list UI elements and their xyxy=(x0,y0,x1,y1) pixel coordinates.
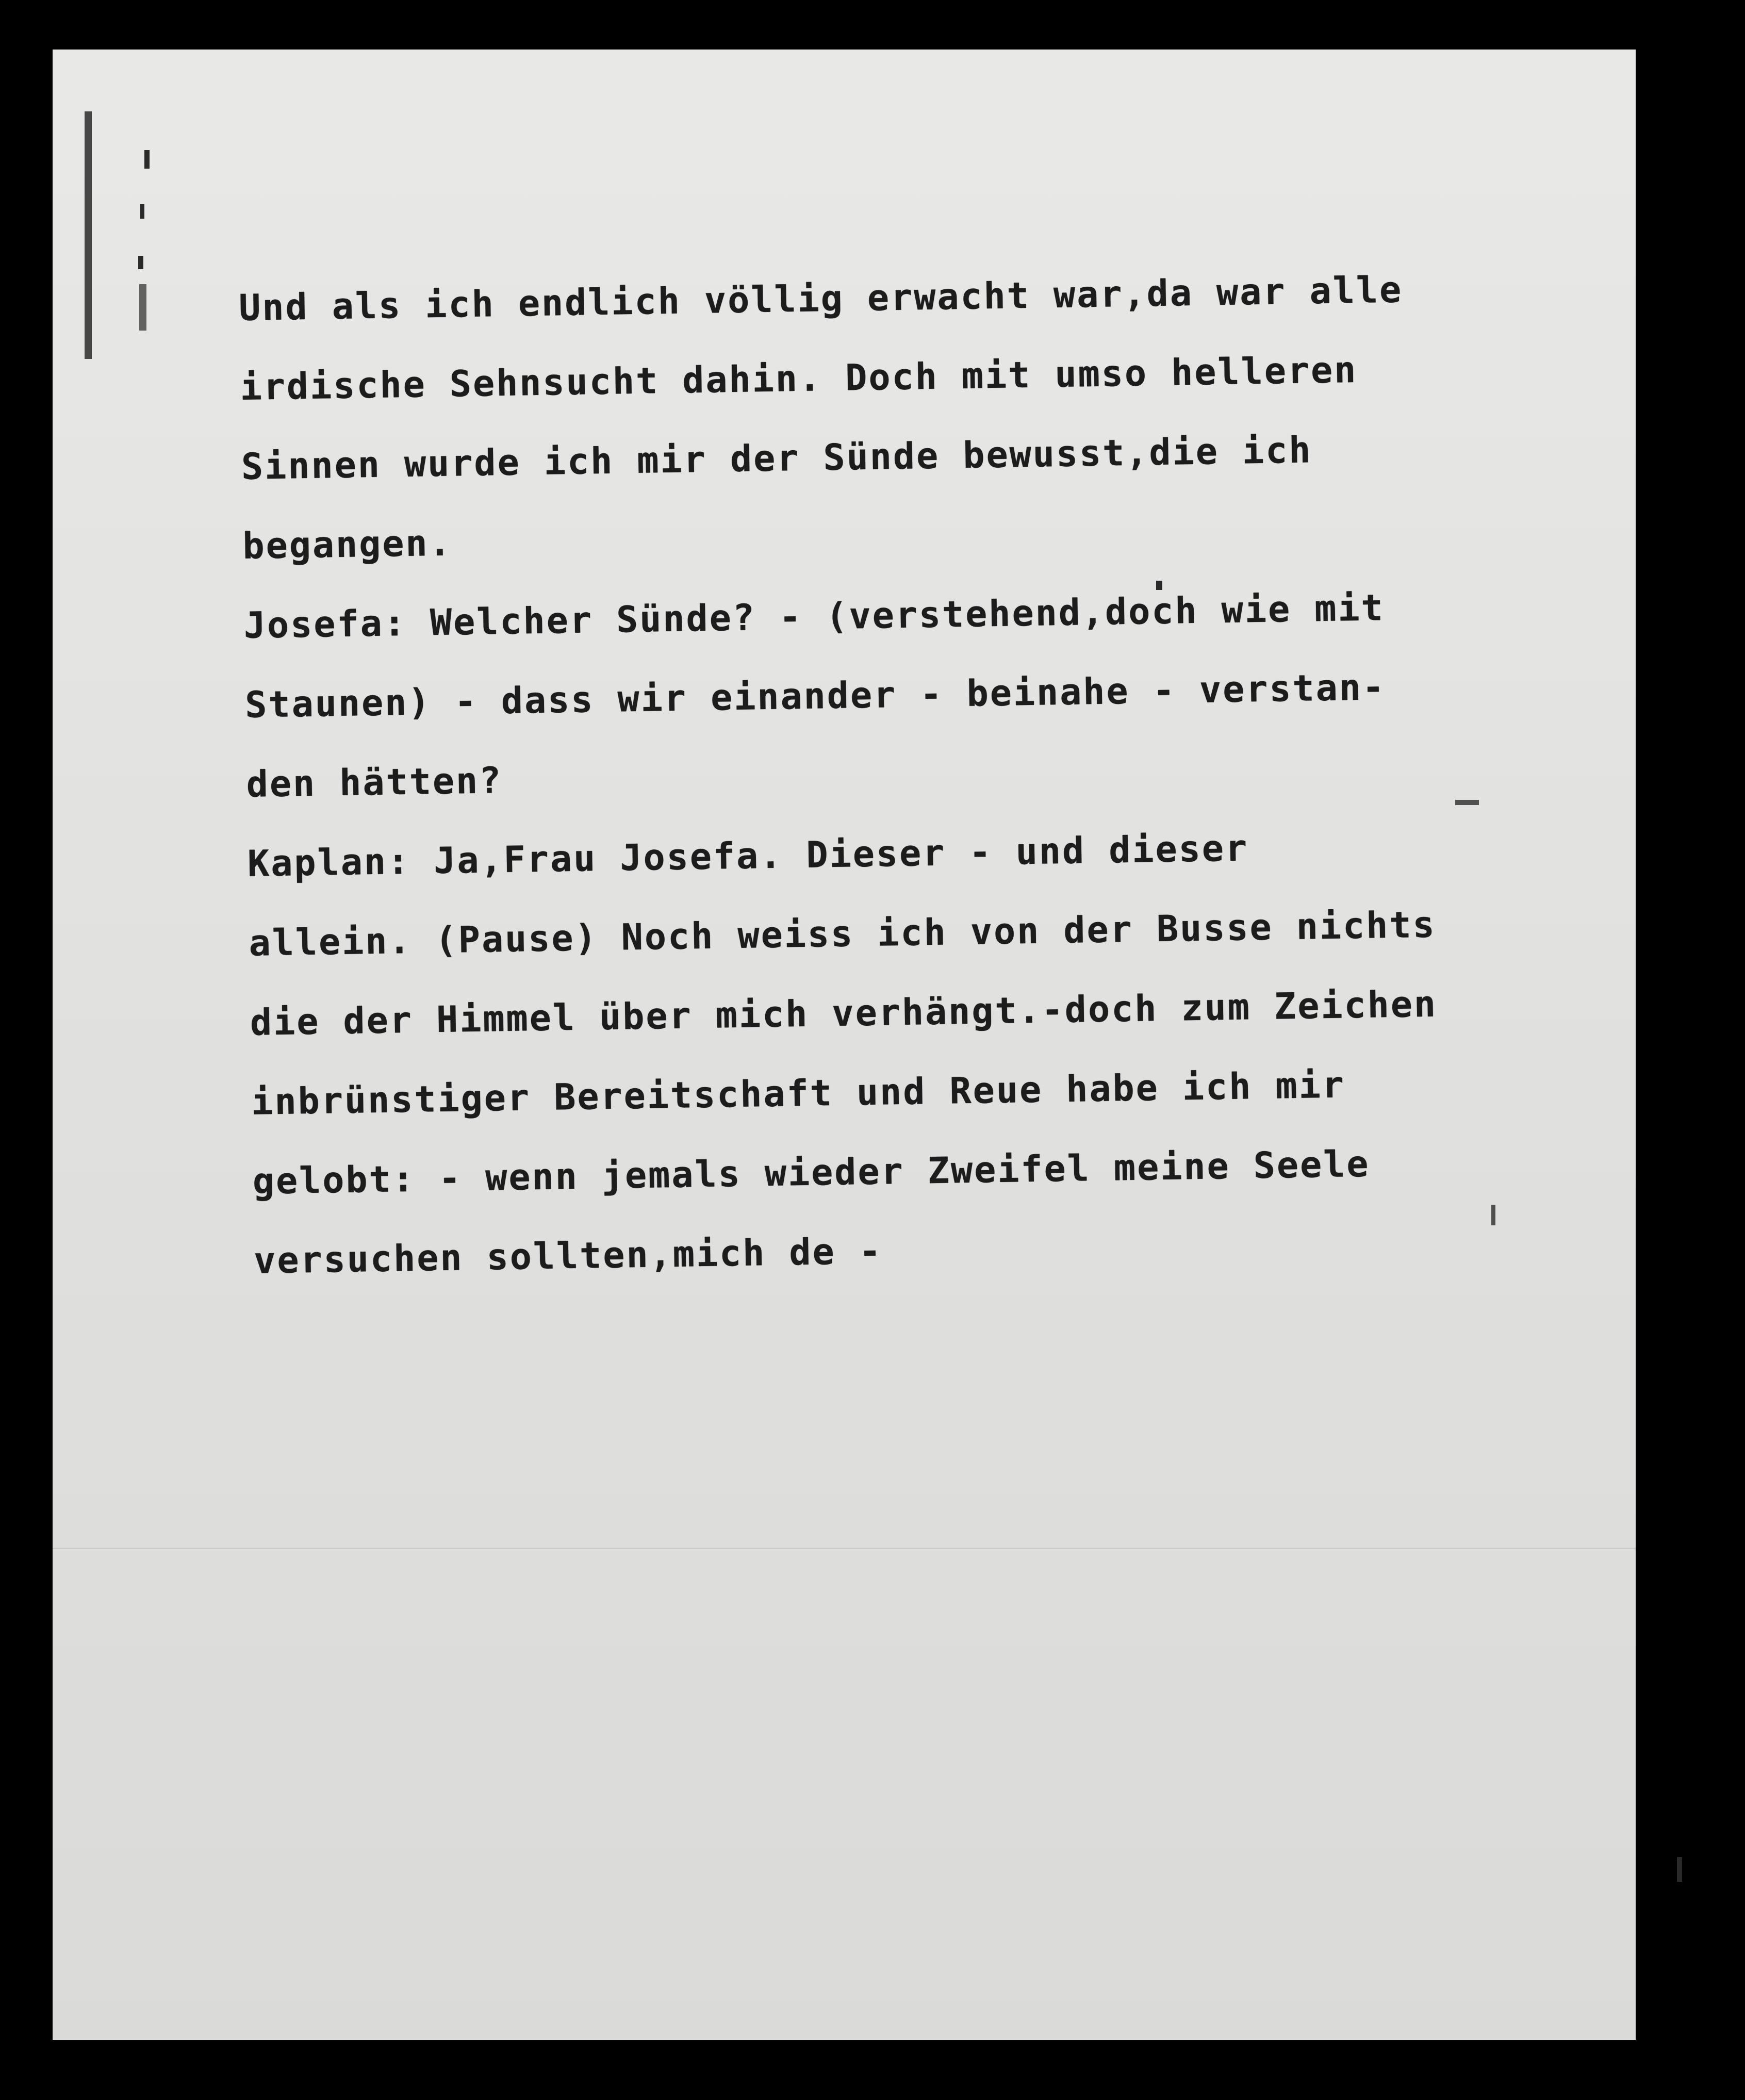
text-line: den hätten? xyxy=(246,759,503,806)
margin-mark xyxy=(139,284,146,331)
text-line: irdische Sehnsucht dahin. Doch mit umso helleren xyxy=(239,348,1358,408)
text-line: die der Himmel über mich verhängt.-doch zum Zeichen xyxy=(250,982,1438,1044)
text-line: Kaplan: Ja,Frau Josefa. Dieser - und dieser xyxy=(247,827,1249,885)
text-line: Und als ich endlich völlig erwacht war,da war alle xyxy=(238,268,1403,329)
margin-mark xyxy=(138,256,143,269)
margin-mark xyxy=(85,111,92,359)
ink-speck xyxy=(1677,1857,1682,1882)
text-line: versuchen sollten,mich de - xyxy=(253,1229,883,1282)
text-line: inbrünstiger Bereitschaft und Reue habe ich mir xyxy=(251,1063,1346,1123)
text-line: begangen. xyxy=(242,521,453,567)
typed-text-block xyxy=(238,248,1574,1301)
paper-fold-line xyxy=(53,1548,1636,1549)
margin-mark xyxy=(144,150,150,169)
text-line: gelobt: - wenn jemals wieder Zweifel meine Seele xyxy=(252,1142,1371,1203)
text-line: Sinnen wurde ich mir der Sünde bewusst,die ich xyxy=(241,429,1313,488)
text-line: allein. (Pause) Noch weiss ich von der Busse nichts xyxy=(248,903,1437,964)
margin-mark xyxy=(140,204,144,219)
text-line: Josefa: Welcher Sünde? - (verstehend,doch wie mit xyxy=(243,586,1385,647)
text-line: Staunen) - dass wir einander - beinahe - verstan- xyxy=(244,666,1386,726)
